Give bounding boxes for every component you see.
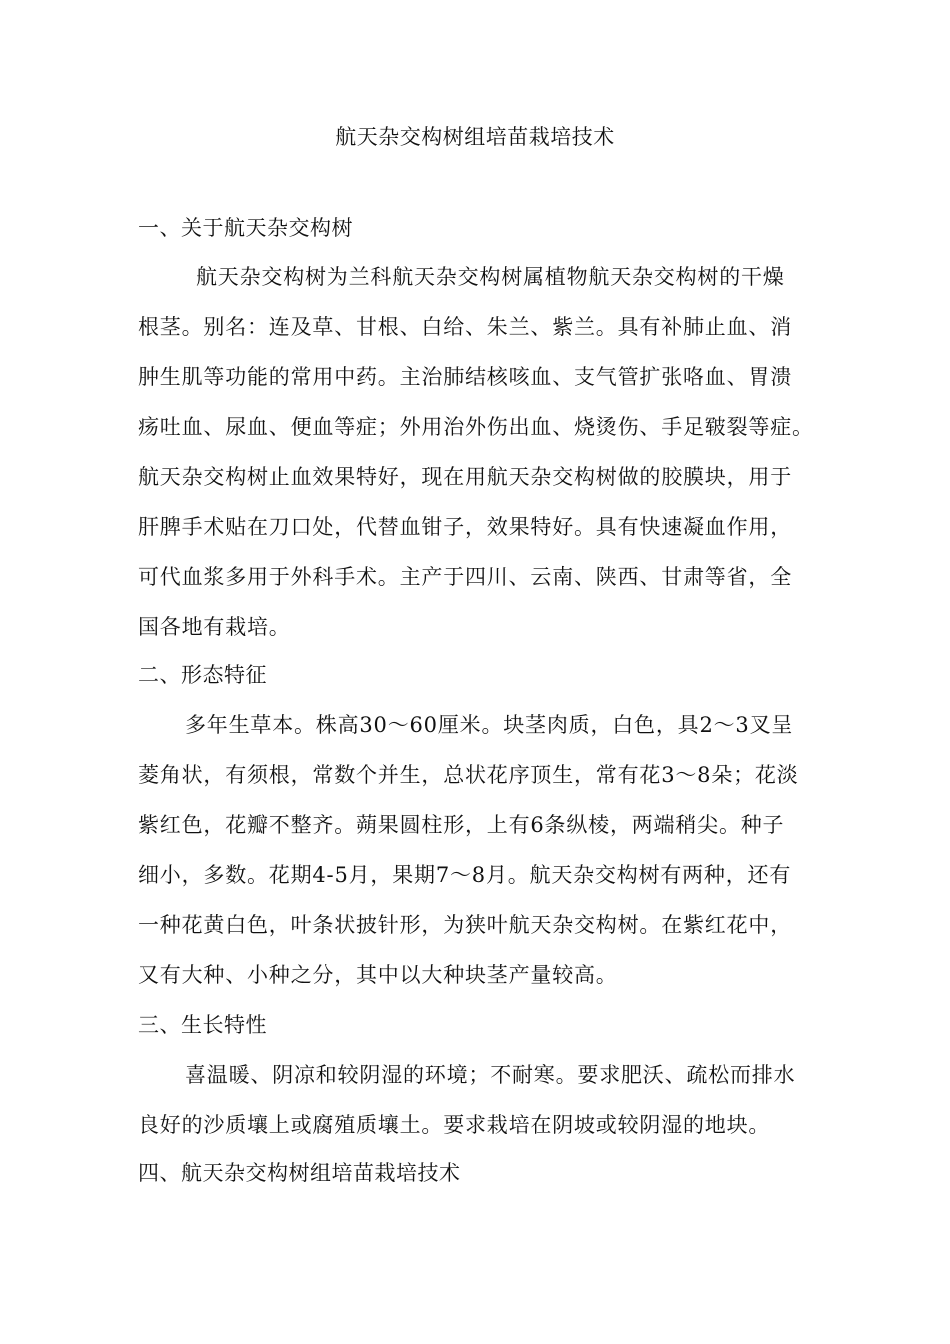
paragraph-line: 国各地有栽培。: [138, 615, 291, 639]
section-heading-3: 三、生长特性: [138, 1013, 267, 1037]
paragraph-line: 肝脾手术贴在刀口处，代替血钳子，效果特好。具有快速凝血作用，: [138, 515, 792, 539]
section-heading-1: 一、关于航天杂交构树: [138, 216, 353, 240]
paragraph-line: 紫红色，花瓣不整齐。蒴果圆柱形，上有6条纵棱，两端稍尖。种子: [138, 813, 785, 837]
document-title: 航天杂交构树组培苗栽培技术: [335, 125, 615, 149]
paragraph-line: 疡吐血、尿血、便血等症；外用治外伤出血、烧烫伤、手足皲裂等症。: [138, 415, 814, 439]
section-heading-4: 四、航天杂交构树组培苗栽培技术: [138, 1161, 461, 1185]
paragraph-line: 航天杂交构树止血效果特好，现在用航天杂交构树做的胶膜块，用于: [138, 465, 792, 489]
paragraph-line: 喜温暖、阴凉和较阴湿的环境；不耐寒。要求肥沃、疏松而排水: [185, 1063, 796, 1087]
paragraph-line: 肿生肌等功能的常用中药。主治肺结核咳血、支气管扩张咯血、胃溃: [138, 365, 792, 389]
paragraph-line: 细小，多数。花期4-5月，果期7～8月。航天杂交构树有两种，还有: [138, 863, 792, 887]
paragraph-line: 又有大种、小种之分，其中以大种块茎产量较高。: [138, 963, 618, 987]
section-heading-2: 二、形态特征: [138, 663, 267, 687]
paragraph-line: 航天杂交构树为兰科航天杂交构树属植物航天杂交构树的干燥: [196, 265, 785, 289]
paragraph-line: 可代血浆多用于外科手术。主产于四川、云南、陕西、甘肃等省，全: [138, 565, 792, 589]
paragraph-line: 良好的沙质壤上或腐殖质壤土。要求栽培在阴坡或较阴湿的地块。: [138, 1113, 771, 1137]
paragraph-line: 一种花黄白色，叶条状披针形，为狭叶航天杂交构树。在紫红花中，: [138, 913, 792, 937]
paragraph-line: 菱角状，有须根，常数个并生，总状花序顶生，常有花3～8朵；花淡: [138, 763, 799, 787]
paragraph-line: 根茎。别名：连及草、甘根、白给、朱兰、紫兰。具有补肺止血、消: [138, 315, 792, 339]
paragraph-line: 多年生草本。株高30～60厘米。块茎肉质，白色，具2～3叉呈: [185, 713, 794, 737]
